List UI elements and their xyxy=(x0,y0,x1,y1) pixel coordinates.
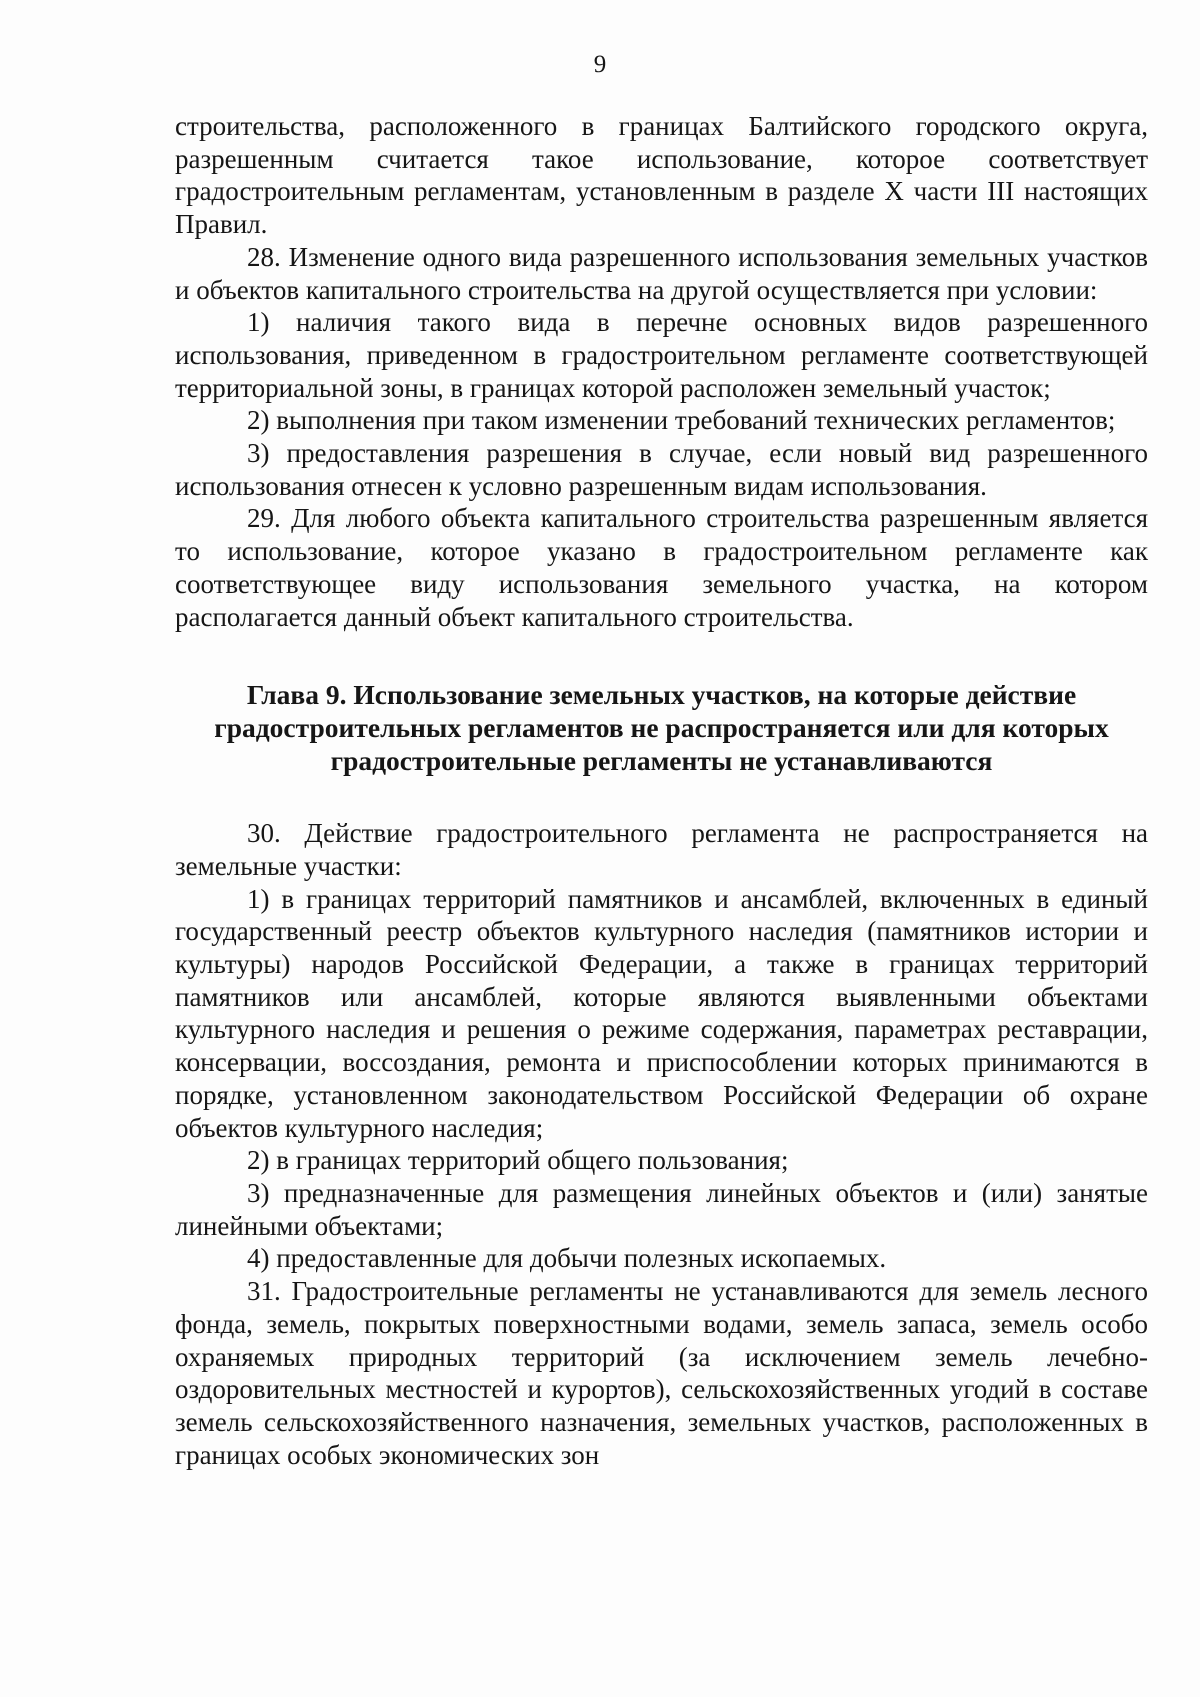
paragraph-item-30-2: 2) в границах территорий общего пользования; xyxy=(247,1145,789,1176)
chapter-heading-line-3: градостроительные регламенты не устанавливаются xyxy=(330,745,993,777)
document-body xyxy=(175,110,1148,1471)
paragraph-item-30: 30. Действие градостроительного регламента не распространяется на земельные участки: xyxy=(175,818,1148,881)
paragraph-item-31: 31. Градостроительные регламенты не устанавливаются для земель лесного фонда, земель, покрытых поверхностными водами, земель запаса, земель особо охраняемых природных территорий (за исключением земель лечебно-оздоровительных местностей и курортов), сельскохозяйственных угодий в составе земель сельскохозяйственного назначения, земельных участков, расположенных в границах особых экономических зон xyxy=(175,1276,1148,1470)
paragraph-item-30-1: 1) в границах территорий памятников и ансамблей, включенных в единый государственный реестр объектов культурного наследия (памятников истории и культуры) народов Российской Федерации, а также в границах территорий памятников или ансамблей, которые являются выявленными объектами культурного наследия и решения о режиме содержания, параметрах реставрации, консервации, воссоздания, ремонта и приспособлении которых принимаются в порядке, установленном законодательством Российской Федерации об охране объектов культурного наследия; xyxy=(175,883,1148,1143)
paragraph-item-29: 29. Для любого объекта капитального строительства разрешенным является то использование, которое указано в градостроительном регламенте как соответствующее виду использования земельного участка, на котором располагается данный объект капитального строительства. xyxy=(175,503,1148,632)
paragraph-continuation: строительства, расположенного в границах Балтийского городского округа, разрешенным считается такое использование, которое соответствует градостроительным регламентам, установленным в разделе X части III настоящих Правил. xyxy=(175,111,1148,240)
paragraph-item-28: 28. Изменение одного вида разрешенного использования земельных участков и объектов капитального строительства на другой осуществляется при условии: xyxy=(175,241,1148,305)
page-number: 9 xyxy=(593,51,607,78)
chapter-heading-line-1: Глава 9. Использование земельных участков, на которые действие xyxy=(246,679,1077,711)
chapter-heading xyxy=(175,678,1148,777)
paragraph-item-28-1: 1) наличия такого вида в перечне основных видов разрешенного использования, приведенном в градостроительном регламенте соответствующей территориальной зоны, в границах которой расположен земельный участок; xyxy=(175,307,1148,403)
paragraph-item-30-3: 3) предназначенные для размещения линейных объектов и (или) занятые линейными объектами; xyxy=(175,1177,1148,1241)
chapter-heading-line-2: градостроительных регламентов не распространяется или для которых xyxy=(214,712,1109,744)
paragraph-item-28-3: 3) предоставления разрешения в случае, если новый вид разрешенного использования отнесен к условно разрешенным видам использования. xyxy=(175,438,1148,501)
paragraph-item-30-4: 4) предоставленные для добычи полезных ископаемых. xyxy=(247,1243,887,1274)
paragraph-item-28-2: 2) выполнения при таком изменении требований технических регламентов; xyxy=(247,405,1116,436)
